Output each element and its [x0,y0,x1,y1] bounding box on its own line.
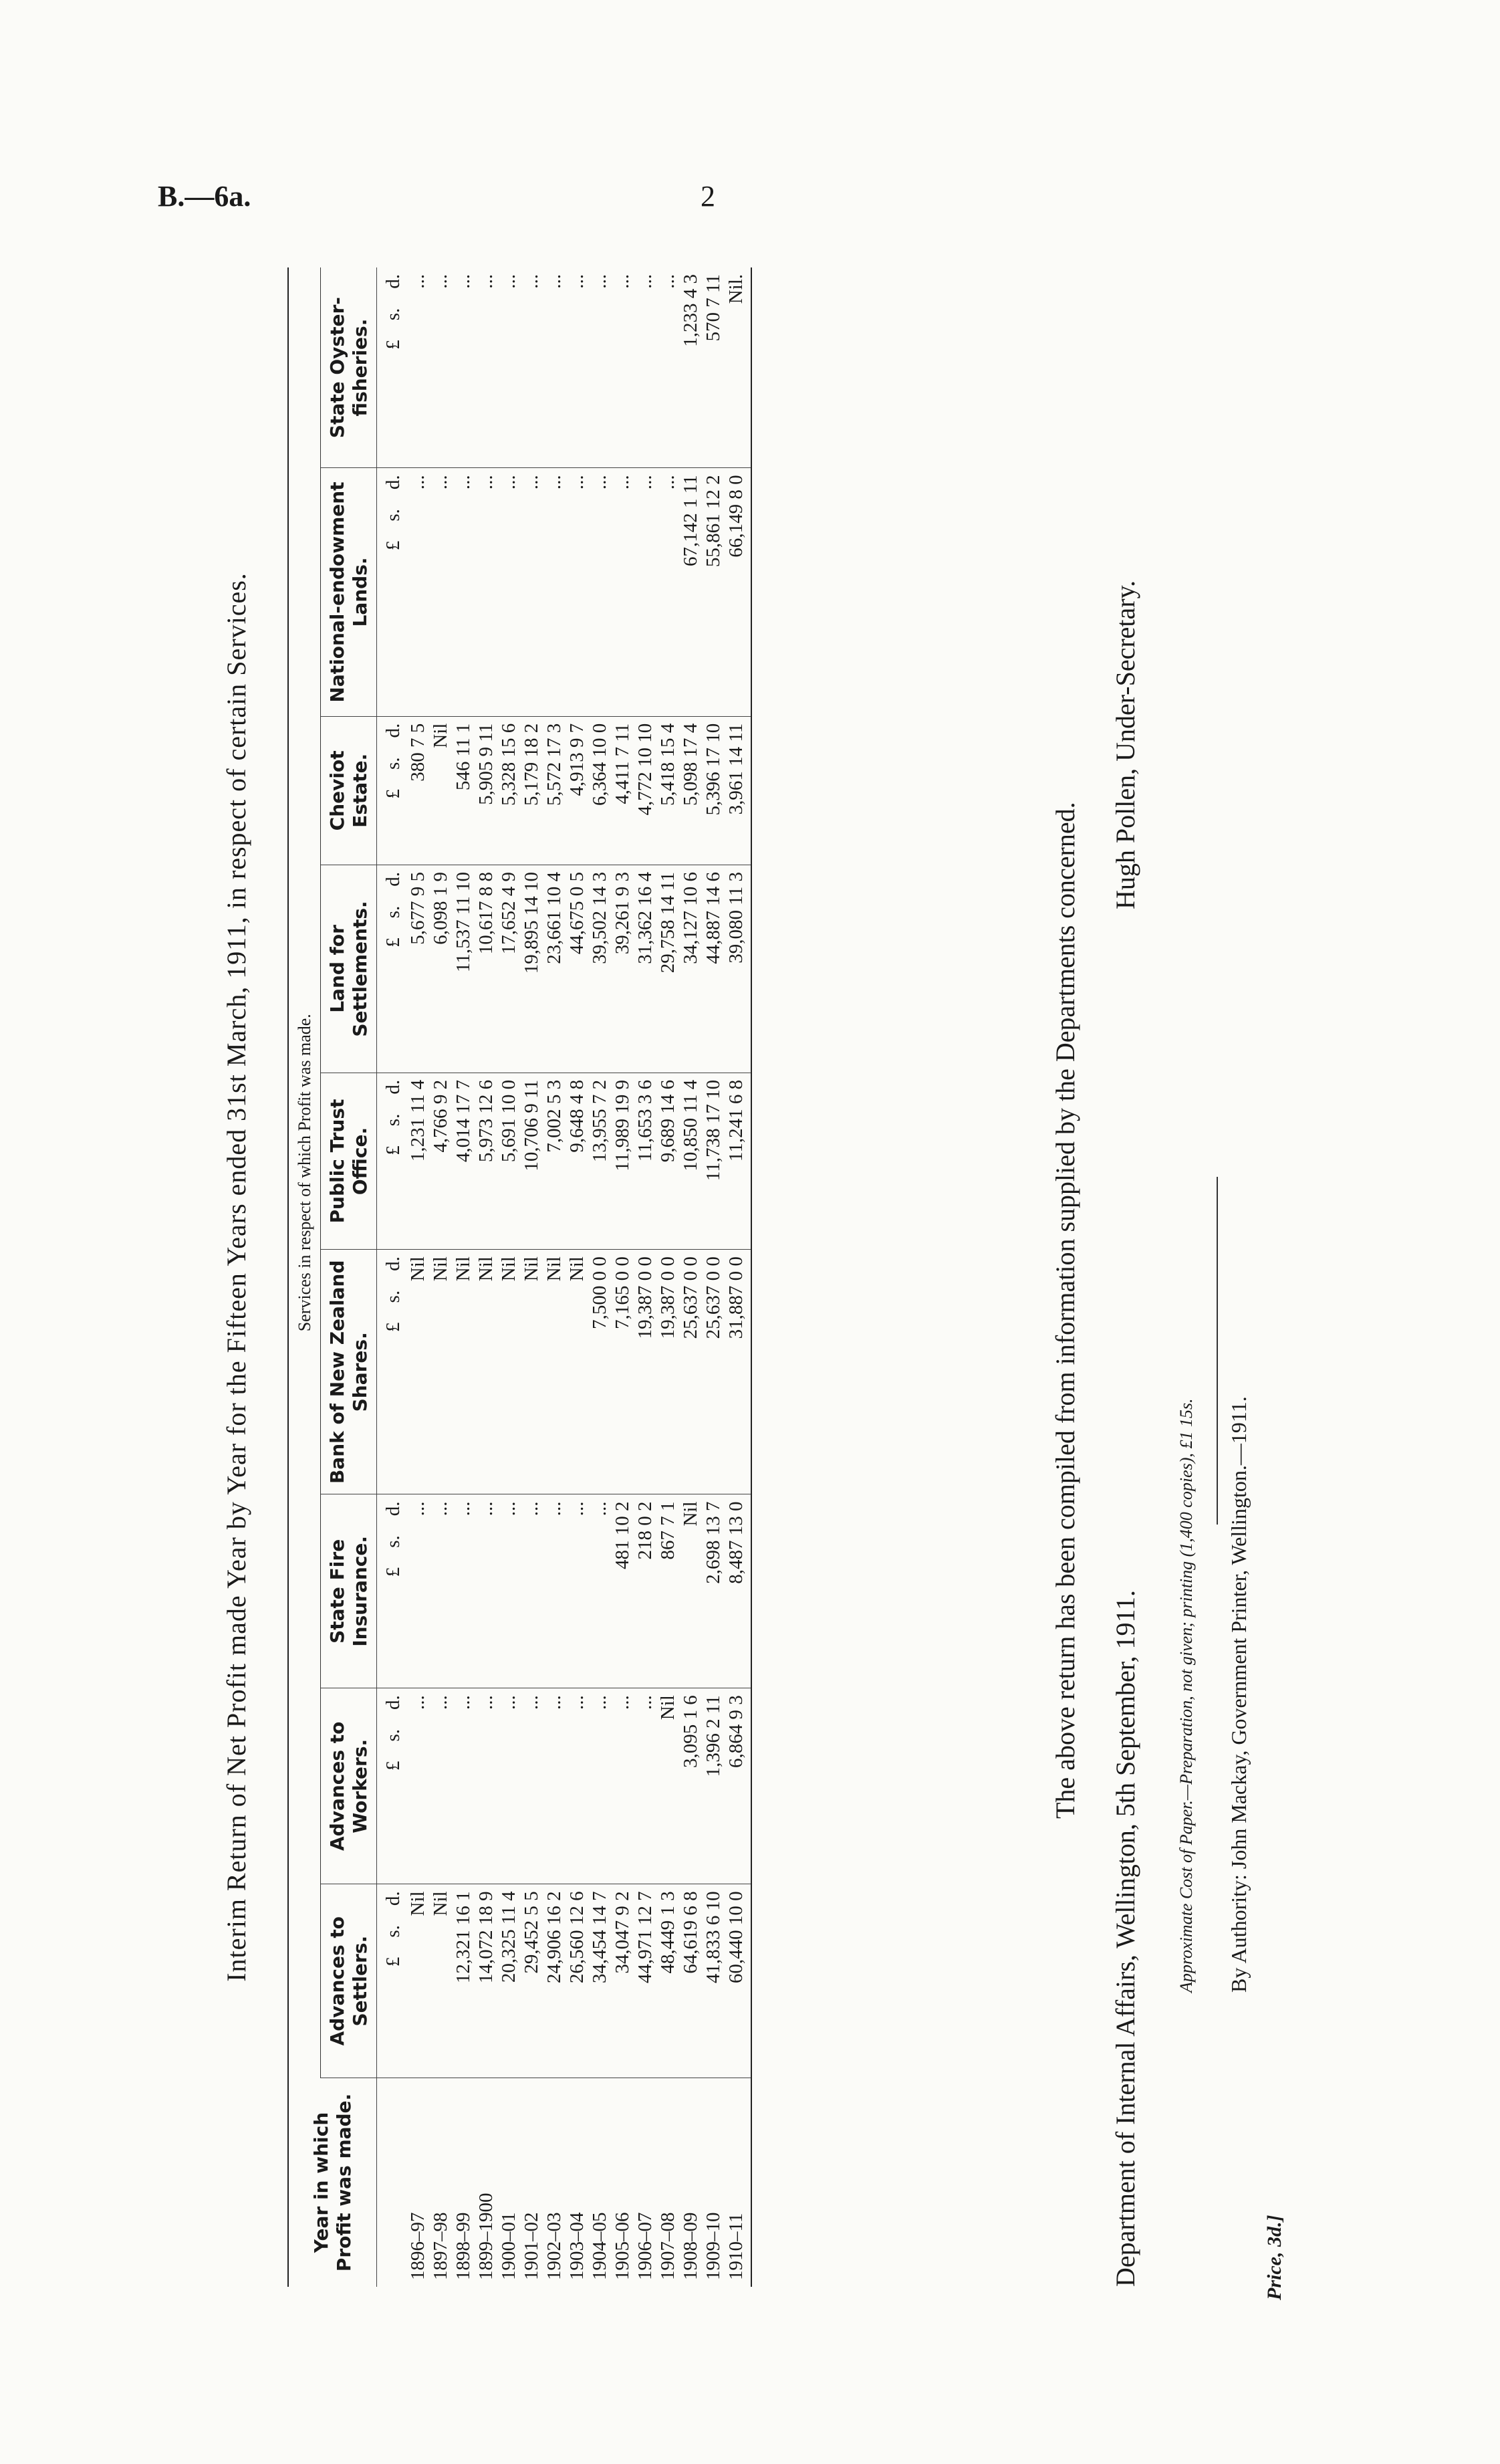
year-cell: 1909–10 [703,2212,725,2280]
year-cell: 1902–03 [543,2212,566,2280]
divider [1217,1177,1218,1525]
value-cell: 6,098 1 9 [429,865,452,1073]
value-cell: ... [566,1688,588,1884]
column-header: State Oyster-fisheries. [321,267,377,468]
value-cell: 3,961 14 11 [725,716,751,865]
units-row-spacer [377,2078,407,2287]
value-cell: ... [452,468,475,716]
value-cell: 34,454 14 7 [588,1884,611,2078]
value-cell: 39,261 9 3 [611,865,634,1073]
value-cell: 44,675 0 5 [566,865,588,1073]
column-header: State Fire Insurance. [321,1494,377,1688]
value-cell: 3,095 1 6 [679,1688,702,1884]
value-cell: 12,321 16 1 [452,1884,475,2078]
value-cell: ... [543,1688,566,1884]
value-cell: ... [520,1494,543,1688]
profit-table [287,267,752,2287]
value-cell: 66,149 8 0 [725,468,751,716]
units-cell: £ s. d. [377,865,407,1073]
table-row [702,267,725,2287]
year-cell: 1904–05 [589,2212,611,2280]
value-cell: 10,850 11 4 [679,1073,702,1249]
column-header: Bank of New Zealand Shares. [321,1250,377,1494]
value-cell: ... [497,1494,520,1688]
value-cell: ... [452,1688,475,1884]
year-cell: 1896–97 [407,2212,429,2280]
value-cell: Nil [656,1688,679,1884]
value-cell: 41,833 6 10 [702,1884,725,2078]
value-cell: ... [406,468,429,716]
column-header: Cheviot Estate. [321,716,377,865]
value-cell: 7,500 0 0 [588,1250,611,1494]
value-cell: 5,973 12 6 [475,1073,497,1249]
value-cell: ... [656,468,679,716]
year-cell: 1899–1900 [475,2193,497,2280]
value-cell: ... [588,1494,611,1688]
value-cell: ... [634,468,656,716]
value-cell: ... [429,1688,452,1884]
value-cell: 5,418 15 4 [656,716,679,865]
page-code: B.—6a. [158,180,251,213]
value-cell: 2,698 13 7 [702,1494,725,1688]
value-cell: 29,758 14 11 [656,865,679,1073]
value-cell: ... [566,267,588,468]
value-cell: ... [588,267,611,468]
year-column-header: Year in which Profit was made. [288,2078,377,2287]
value-cell: 9,648 4 8 [566,1073,588,1249]
value-cell: 26,560 12 6 [566,1884,588,2078]
value-cell: 23,661 10 4 [543,865,566,1073]
department-line: Department of Internal Affairs, Wellington, 5th September, 1911. [1110,1590,1140,2287]
value-cell: Nil [520,1250,543,1494]
value-cell: 5,179 18 2 [520,716,543,865]
authority-line: By Authority: John Mackay, Government Printer, Wellington.—1911. [1227,1396,1251,1993]
column-header: Land for Settlements. [321,865,377,1073]
value-cell: 570 7 11 [702,267,725,468]
value-cell: ... [406,1494,429,1688]
value-cell: 11,537 11 10 [452,865,475,1073]
value-cell: ... [452,267,475,468]
year-cell: 1903–04 [566,2212,588,2280]
value-cell: ... [543,1494,566,1688]
value-cell: 11,989 19 9 [611,1073,634,1249]
value-cell: 19,387 0 0 [656,1250,679,1494]
price-label: Price, 3d.] [1263,2215,1285,2300]
value-cell: 20,325 11 4 [497,1884,520,2078]
value-cell: ... [611,468,634,716]
value-cell: 8,487 13 0 [725,1494,751,1688]
units-cell: £ s. d. [377,1884,407,2078]
value-cell: Nil [406,1884,429,2078]
units-cell: £ s. d. [377,468,407,716]
value-cell: ... [429,267,452,468]
value-cell: 1,233 4 3 [679,267,702,468]
value-cell: ... [475,1688,497,1884]
value-cell: 48,449 1 3 [656,1884,679,2078]
value-cell: ... [656,267,679,468]
year-cell: 1900–01 [498,2212,520,2280]
value-cell: 29,452 5 5 [520,1884,543,2078]
value-cell: 6,864 9 3 [725,1688,751,1884]
table-row [406,267,429,2287]
value-cell: 7,165 0 0 [611,1250,634,1494]
profit-table-container [287,267,752,2287]
value-cell: ... [497,1688,520,1884]
value-cell: 19,895 14 10 [520,865,543,1073]
value-cell: Nil. [725,267,751,468]
value-cell: ... [497,267,520,468]
column-header: Advances to Workers. [321,1688,377,1884]
value-cell: 6,364 10 0 [588,716,611,865]
value-cell: 34,047 9 2 [611,1884,634,2078]
value-cell: Nil [452,1250,475,1494]
table-row [475,267,497,2287]
value-cell: Nil [679,1494,702,1688]
value-cell: 5,905 9 11 [475,716,497,865]
signature-line: Hugh Pollen, Under-Secretary. [1110,580,1140,909]
value-cell: 380 7 5 [406,716,429,865]
value-cell: 5,328 15 6 [497,716,520,865]
value-cell: ... [452,1494,475,1688]
table-row [634,267,656,2287]
value-cell: 60,440 10 0 [725,1884,751,2078]
value-cell: 481 10 2 [611,1494,634,1688]
value-cell: Nil [543,1250,566,1494]
value-cell: ... [475,1494,497,1688]
year-cell: 1905–06 [612,2212,634,2280]
value-cell: Nil [429,1250,452,1494]
value-cell: 5,677 9 5 [406,865,429,1073]
value-cell: 25,637 0 0 [702,1250,725,1494]
value-cell: 7,002 5 3 [543,1073,566,1249]
value-cell: ... [475,267,497,468]
value-cell: 14,072 18 9 [475,1884,497,2078]
value-cell: ... [475,468,497,716]
value-cell: ... [611,1688,634,1884]
units-cell: £ s. d. [377,1073,407,1249]
year-cell: 1908–09 [680,2212,702,2280]
year-cell: 1897–98 [430,2212,452,2280]
year-cell: 1907–08 [657,2212,679,2280]
column-header: Advances to Settlers. [321,1884,377,2078]
value-cell: 19,387 0 0 [634,1250,656,1494]
value-cell: 39,080 11 3 [725,865,751,1073]
value-cell: 5,396 17 10 [702,716,725,865]
value-cell: ... [543,468,566,716]
value-cell: 25,637 0 0 [679,1250,702,1494]
table-row [588,267,611,2287]
value-cell: 39,502 14 3 [588,865,611,1073]
value-cell: 1,231 11 4 [406,1073,429,1249]
value-cell: Nil [475,1250,497,1494]
value-cell: 9,689 14 6 [656,1073,679,1249]
services-group-header: Services in respect of which Profit was made. [288,267,321,2078]
column-header: Public Trust Office. [321,1073,377,1249]
value-cell: 11,738 17 10 [702,1073,725,1249]
value-cell: Nil [566,1250,588,1494]
units-cell: £ s. d. [377,1688,407,1884]
value-cell: ... [406,1688,429,1884]
table-row [656,267,679,2287]
table-row [429,267,452,2287]
table-row [725,267,751,2287]
value-cell: 44,971 12 7 [634,1884,656,2078]
year-cell: 1901–02 [521,2212,543,2280]
page-number: 2 [701,180,715,213]
value-cell: ... [634,1688,656,1884]
value-cell: 5,098 17 4 [679,716,702,865]
table-row [497,267,520,2287]
source-note: The above return has been compiled from information supplied by the Departments concerned. [1050,802,1080,1819]
value-cell: 867 7 1 [656,1494,679,1688]
value-cell: 4,014 17 7 [452,1073,475,1249]
value-cell: 1,396 2 11 [702,1688,725,1884]
units-cell: £ s. d. [377,1494,407,1688]
value-cell: ... [588,468,611,716]
units-cell: £ s. d. [377,267,407,468]
value-cell: 4,772 10 10 [634,716,656,865]
table-row [543,267,566,2287]
table-row [611,267,634,2287]
rotated-page-content [221,267,1285,2300]
column-header: National-endowment Lands. [321,468,377,716]
page-title: Interim Return of Net Profit made Year by Year for the Fifteen Years ended 31st March, 1911, in respect of certain Services. [221,572,251,1982]
value-cell: 34,127 10 6 [679,865,702,1073]
value-cell: 11,241 6 8 [725,1073,751,1249]
table-row [566,267,588,2287]
table-row [452,267,475,2287]
value-cell: 13,955 7 2 [588,1073,611,1249]
value-cell: Nil [497,1250,520,1494]
value-cell: 24,906 16 2 [543,1884,566,2078]
year-cell: 1906–07 [634,2212,656,2280]
value-cell: 5,572 17 3 [543,716,566,865]
value-cell: ... [429,468,452,716]
value-cell: 11,653 3 6 [634,1073,656,1249]
value-cell: Nil [429,1884,452,2078]
value-cell: ... [566,468,588,716]
value-cell: 10,617 8 8 [475,865,497,1073]
value-cell: ... [520,267,543,468]
year-cell: 1910–11 [725,2078,751,2287]
value-cell: ... [543,267,566,468]
value-cell: Nil [406,1250,429,1494]
value-cell: 4,411 7 11 [611,716,634,865]
cost-line: Approximate Cost of Paper.—Preparation, not given; printing (1,400 copies), £1 15s. [1176,1398,1196,1993]
units-cell: £ s. d. [377,716,407,865]
value-cell: 4,913 9 7 [566,716,588,865]
value-cell: 4,766 9 2 [429,1073,452,1249]
value-cell: 17,652 4 9 [497,865,520,1073]
value-cell: ... [566,1494,588,1688]
value-cell: 44,887 14 6 [702,865,725,1073]
value-cell: 55,861 12 2 [702,468,725,716]
table-row [679,267,702,2287]
value-cell: Nil [429,716,452,865]
value-cell: 31,887 0 0 [725,1250,751,1494]
units-cell: £ s. d. [377,1250,407,1494]
value-cell: ... [406,267,429,468]
value-cell: ... [588,1688,611,1884]
value-cell: ... [429,1494,452,1688]
value-cell: ... [520,468,543,716]
value-cell: 10,706 9 11 [520,1073,543,1249]
value-cell: ... [520,1688,543,1884]
value-cell: 546 11 1 [452,716,475,865]
value-cell: 31,362 16 4 [634,865,656,1073]
table-row [520,267,543,2287]
value-cell: ... [634,267,656,468]
value-cell: 64,619 6 8 [679,1884,702,2078]
value-cell: ... [611,267,634,468]
value-cell: ... [497,468,520,716]
value-cell: 67,142 1 11 [679,468,702,716]
value-cell: 5,691 10 0 [497,1073,520,1249]
year-cell: 1898–99 [453,2212,475,2280]
value-cell: 218 0 2 [634,1494,656,1688]
